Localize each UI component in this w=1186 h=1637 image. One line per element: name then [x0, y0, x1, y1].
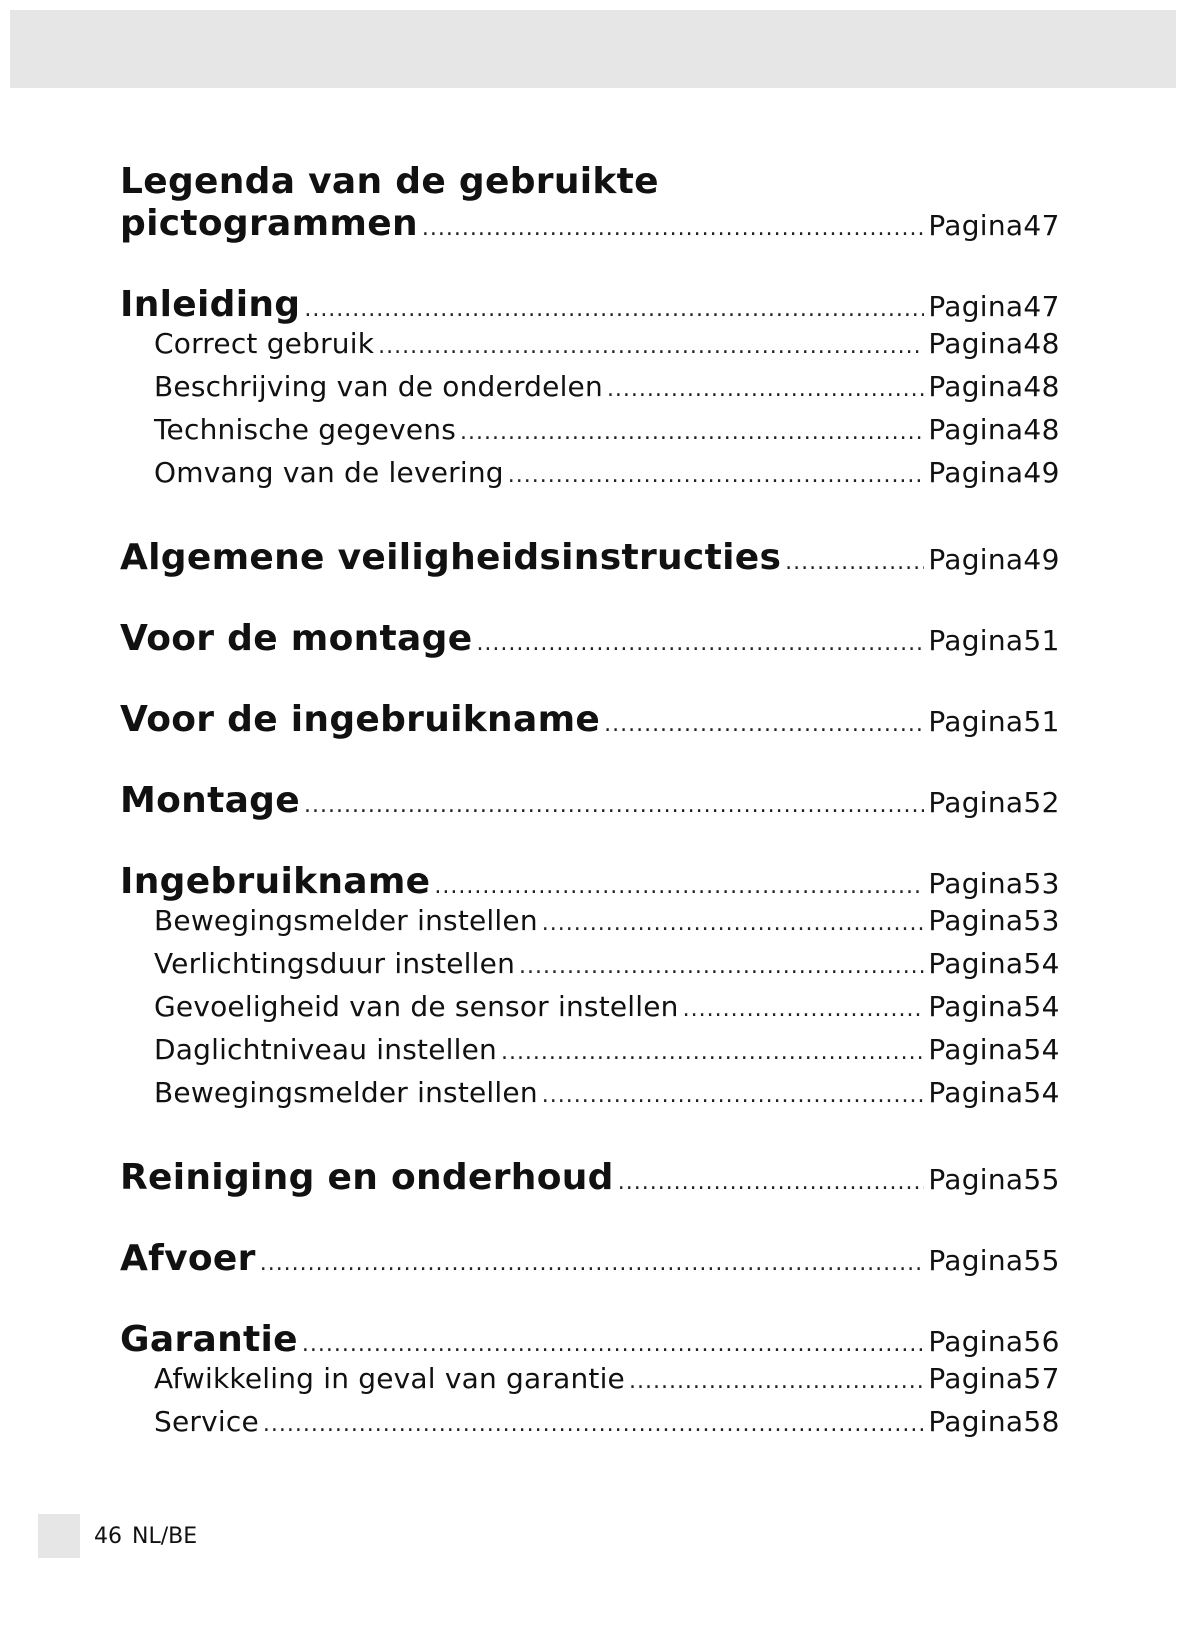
- toc-subitem[interactable]: [120, 413, 1060, 456]
- toc-subitem-title: Technische gegevens: [154, 413, 457, 446]
- dot-leader: [304, 793, 924, 818]
- toc-heading[interactable]: [120, 1157, 1060, 1200]
- dot-leader: [302, 1332, 924, 1357]
- toc-heading[interactable]: [120, 1238, 1060, 1281]
- page-number: 54: [1023, 947, 1060, 980]
- page-number: 56: [1023, 1325, 1060, 1358]
- toc-subitem[interactable]: [120, 1405, 1060, 1448]
- page-number: 48: [1023, 327, 1060, 360]
- toc-subitem[interactable]: [120, 947, 1060, 990]
- toc-heading[interactable]: [120, 780, 1060, 823]
- dot-leader: [607, 377, 924, 402]
- page-number: 53: [1023, 867, 1060, 900]
- toc-subitem-title: Service: [154, 1405, 259, 1438]
- toc-subitem-title: Bewegingsmelder instellen: [154, 1076, 538, 1109]
- toc-heading-title: Voor de montage: [120, 618, 473, 659]
- page-number: 48: [1023, 413, 1060, 446]
- toc-heading[interactable]: [120, 1319, 1060, 1362]
- toc-section: [120, 699, 1060, 742]
- page-label: Pagina: [928, 209, 1024, 242]
- dot-leader: [260, 1251, 925, 1276]
- footer-locale: NL/BE: [132, 1523, 198, 1549]
- toc-subitem-title: Afwikkeling in geval van garantie: [154, 1362, 625, 1395]
- page-label: Pagina: [928, 867, 1024, 900]
- dot-leader: [422, 216, 924, 241]
- page-footer: [38, 1514, 197, 1558]
- dot-leader: [460, 420, 924, 445]
- toc-heading[interactable]: [120, 861, 1060, 904]
- dot-leader: [434, 874, 924, 899]
- toc-subitem-title: Gevoeligheid van de sensor instellen: [154, 990, 679, 1023]
- toc-heading-title: Montage: [120, 780, 300, 821]
- page-label: Pagina: [928, 543, 1024, 576]
- dot-leader: [378, 334, 924, 359]
- page-label: Pagina: [928, 786, 1024, 819]
- toc-heading-title: Garantie: [120, 1319, 298, 1360]
- dot-leader: [508, 463, 925, 488]
- page-number: 52: [1023, 786, 1060, 819]
- toc-subitem-title: Bewegingsmelder instellen: [154, 904, 538, 937]
- toc-heading[interactable]: [120, 699, 1060, 742]
- toc-heading-title: Algemene veiligheidsinstructies: [120, 537, 782, 578]
- page-label: Pagina: [928, 290, 1024, 323]
- toc-section: [120, 618, 1060, 661]
- toc-subitem-title: Omvang van de levering: [154, 456, 504, 489]
- page-label: Pagina: [928, 624, 1024, 657]
- page-number: 55: [1023, 1244, 1060, 1277]
- toc-section: [120, 284, 1060, 499]
- toc-subitem[interactable]: [120, 1076, 1060, 1119]
- page-number: 54: [1023, 1076, 1060, 1109]
- dot-leader: [629, 1369, 924, 1394]
- toc-heading[interactable]: [120, 537, 1060, 580]
- dot-leader: [542, 911, 925, 936]
- page-number: 49: [1023, 543, 1060, 576]
- table-of-contents: [120, 160, 1060, 1486]
- page-label: Pagina: [928, 456, 1024, 489]
- page-number: 47: [1023, 209, 1060, 242]
- toc-heading-title: Afvoer: [120, 1238, 256, 1279]
- page-label: Pagina: [928, 1362, 1024, 1395]
- toc-subitem[interactable]: [120, 1033, 1060, 1076]
- toc-subitem[interactable]: [120, 327, 1060, 370]
- page-number: 54: [1023, 1033, 1060, 1066]
- dot-leader: [304, 297, 924, 322]
- page-number: 53: [1023, 904, 1060, 937]
- toc-section: [120, 861, 1060, 1119]
- page-number: 58: [1023, 1405, 1060, 1438]
- toc-section: [120, 780, 1060, 823]
- toc-heading-title: Inleiding: [120, 284, 301, 325]
- page-number: 51: [1023, 624, 1060, 657]
- page-number: 55: [1023, 1163, 1060, 1196]
- toc-heading-title: pictogrammen: [120, 203, 418, 244]
- toc-subitem[interactable]: [120, 370, 1060, 413]
- toc-section: [120, 1238, 1060, 1281]
- dot-leader: [604, 712, 924, 737]
- toc-heading-title: Reiniging en onderhoud: [120, 1157, 614, 1198]
- page-label: Pagina: [928, 705, 1024, 738]
- page-label: Pagina: [928, 1033, 1024, 1066]
- toc-heading-title: Ingebruikname: [120, 861, 431, 902]
- toc-subitem-title: Beschrijving van de onderdelen: [154, 370, 603, 403]
- page-number: 47: [1023, 290, 1060, 323]
- page-label: Pagina: [928, 370, 1024, 403]
- toc-section: [120, 537, 1060, 580]
- toc-subitem[interactable]: [120, 904, 1060, 947]
- dot-leader: [542, 1083, 925, 1108]
- page-label: Pagina: [928, 904, 1024, 937]
- header-band: [10, 10, 1176, 88]
- page-number: 51: [1023, 705, 1060, 738]
- page-label: Pagina: [928, 1163, 1024, 1196]
- toc-subitem[interactable]: [120, 1362, 1060, 1405]
- toc-section: [120, 1319, 1060, 1448]
- toc-section: [120, 160, 1060, 246]
- footer-marker: [38, 1514, 80, 1558]
- toc-heading[interactable]: [120, 618, 1060, 661]
- toc-heading[interactable]: [120, 284, 1060, 327]
- page-label: Pagina: [928, 1325, 1024, 1358]
- dot-leader: [263, 1412, 924, 1437]
- page-label: Pagina: [928, 327, 1024, 360]
- toc-heading[interactable]: [120, 203, 1060, 246]
- page-label: Pagina: [928, 1244, 1024, 1277]
- page-label: Pagina: [928, 990, 1024, 1023]
- toc-subitem-title: Correct gebruik: [154, 327, 375, 360]
- page-label: Pagina: [928, 947, 1024, 980]
- toc-subitem[interactable]: [120, 990, 1060, 1033]
- dot-leader: [476, 631, 924, 656]
- toc-section: [120, 1157, 1060, 1200]
- toc-subitem-title: Daglichtniveau instellen: [154, 1033, 497, 1066]
- dot-leader: [618, 1170, 925, 1195]
- page-number: 57: [1023, 1362, 1060, 1395]
- page-number: 48: [1023, 370, 1060, 403]
- page-number: 54: [1023, 990, 1060, 1023]
- page-label: Pagina: [928, 413, 1024, 446]
- page-label: Pagina: [928, 1405, 1024, 1438]
- toc-subitem-title: Verlichtingsduur instellen: [154, 947, 516, 980]
- dot-leader: [785, 550, 924, 575]
- page-number: 49: [1023, 456, 1060, 489]
- page-label: Pagina: [928, 1076, 1024, 1109]
- dot-leader: [501, 1040, 924, 1065]
- dot-leader: [683, 997, 925, 1022]
- toc-heading-title: Voor de ingebruikname: [120, 699, 601, 740]
- toc-heading-line: Legenda van de gebruikte: [120, 161, 659, 202]
- footer-page-number: 46: [94, 1523, 122, 1549]
- dot-leader: [519, 954, 924, 979]
- toc-subitem[interactable]: [120, 456, 1060, 499]
